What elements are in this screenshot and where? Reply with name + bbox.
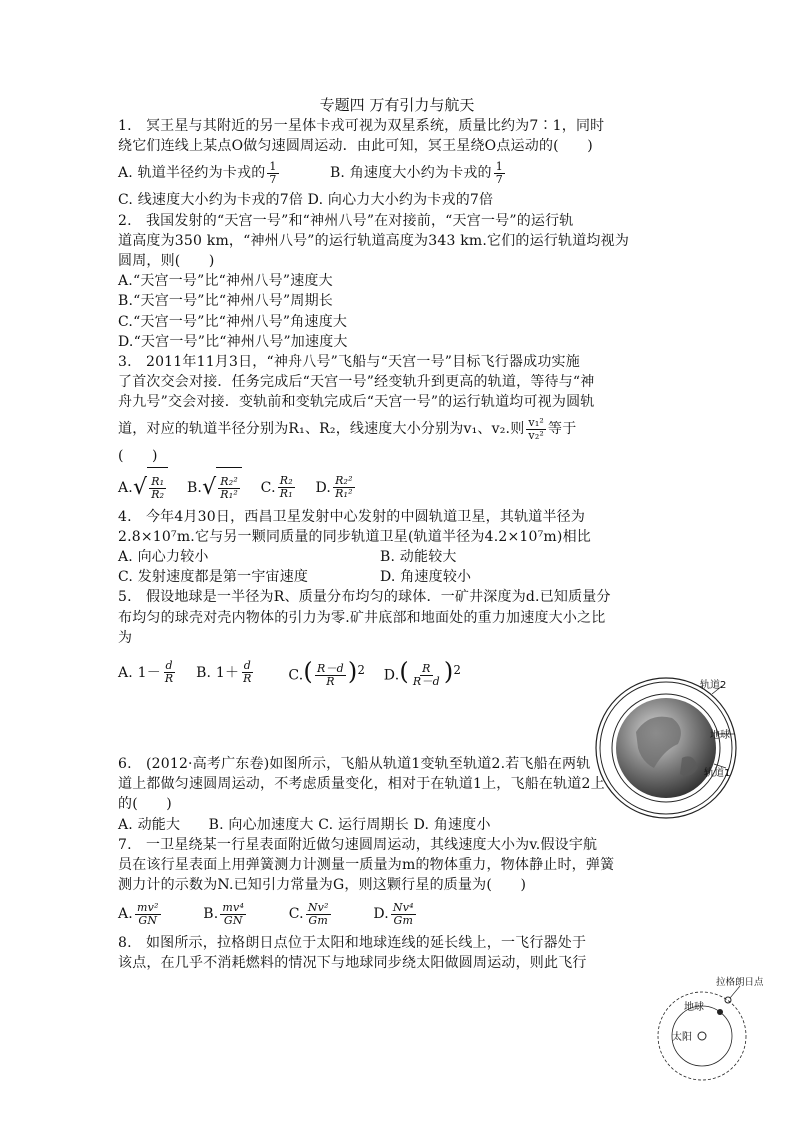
q8-line1: 8. 如图所示，拉格朗日点位于太阳和地球连线的延长线上，一飞行器处于 bbox=[118, 935, 587, 952]
q2-option-d: D.“天宫一号”比“神州八号”加速度大 bbox=[118, 333, 348, 350]
q2-option-a: A.“天宫一号”比“神州八号”速度大 bbox=[118, 273, 333, 290]
q6-line3: 的( ) bbox=[118, 796, 172, 813]
q5-line2: 布均匀的球壳对壳内物体的引力为零.矿井底部和地面处的重力加速度大小之比 bbox=[118, 609, 606, 626]
earth-label: 地球 bbox=[684, 1002, 704, 1013]
earth-label: 地球 bbox=[710, 730, 730, 741]
q5-option-d: D.( $\frac{R}{R-d}$ )$^2$ bbox=[383, 657, 462, 689]
q4-options-ab bbox=[118, 547, 678, 567]
q7-option-c: C. $\frac{\text{Nv²}}{Gm}$ bbox=[288, 900, 329, 927]
q6-line2: 道上都做匀速圆周运动，不考虑质量变化，相对于在轨道1上，飞船在轨道2上 bbox=[118, 776, 605, 793]
q7-options bbox=[118, 895, 678, 933]
q4-options-cd bbox=[118, 567, 678, 587]
orbit1-label: 轨道1 bbox=[704, 768, 731, 779]
q7-line1: 7. 一卫星绕某一行星表面附近做匀速圆周运动，其线速度大小为v.假设宇航 bbox=[118, 836, 598, 853]
q2-line1: 2. 我国发射的“天宫一号”和“神州八号”在对接前，“天宫一号”的运行轨 bbox=[118, 212, 574, 229]
page-title: 专题四 万有引力与航天 bbox=[319, 96, 475, 114]
q3-line2: 了首次交会对接．任务完成后“天宫一号”经变轨升到更高的轨道，等待与“神 bbox=[118, 374, 595, 391]
q7-option-d: D. $\frac{\text{Nv⁴}}{Gm}$ bbox=[373, 900, 414, 927]
q7-line2: 员在该行星表面上用弹簧测力计测量一质量为m的物体重力，物体静止时，弹簧 bbox=[118, 856, 615, 873]
orbit2-label: 轨道2 bbox=[700, 680, 727, 691]
question-list bbox=[118, 116, 678, 974]
q4-option-a: A. 向心力较小 bbox=[118, 549, 209, 565]
sun-label: 太阳 bbox=[672, 1032, 692, 1043]
q5-option-b: B. 1＋ $\frac{d}{R}$ bbox=[196, 659, 252, 686]
q7-line3: 测力计的示数为N.已知引力常量为G，则这颗行星的质量为( ) bbox=[118, 877, 527, 894]
q3-line5: ( ) bbox=[118, 448, 158, 465]
q4-option-d: D. 角速度较小 bbox=[380, 569, 472, 586]
q5-option-a: A. 1－ $\frac{d}{R}$ bbox=[118, 659, 174, 686]
sun-dot bbox=[698, 1032, 706, 1040]
q2-option-b: B.“天宫一号”比“神州八号”周期长 bbox=[118, 293, 333, 310]
orbit-figure bbox=[594, 672, 790, 822]
q2-line3: 圆周，则( ) bbox=[118, 252, 215, 269]
q4-line1: 4. 今年4月30日，西昌卫星发射中心发射的中圆轨道卫星，其轨道半径为 bbox=[118, 508, 586, 525]
q5-line3: 为 bbox=[118, 629, 133, 646]
q5-option-c: C.( $\frac{R-d}{R}$ )$^2$ bbox=[288, 657, 366, 689]
q3-line1: 3. 2011年11月3日，“神舟八号”飞船与“天宫一号”目标飞行器成功实施 bbox=[118, 353, 580, 370]
q6-options: A. 动能大 B. 向心加速度大 C. 运行周期长 D. 角速度小 bbox=[118, 816, 491, 833]
lagrange-figure bbox=[654, 968, 784, 1108]
q1-line2: 绕它们连线上某点O做匀速圆周运动．由此可知，冥王星绕O点运动的( ) bbox=[118, 138, 593, 155]
q1-option-b: B. 角速度大小约为卡戎的 $\frac{1}{7}$ bbox=[329, 159, 503, 186]
q4-option-b: B. 动能较大 bbox=[380, 549, 457, 565]
lagrange-label: 拉格朗日点 bbox=[716, 977, 764, 988]
q1-options-ab bbox=[118, 156, 678, 190]
q3-options bbox=[118, 467, 678, 507]
q3-line4: 道，对应的轨道半径分别为R₁、R₂，线速度大小分别为v₁、v₂.则 $\frac{\text{v₁²}}{\text{v₂²}}$ 等于 bbox=[118, 415, 577, 442]
q1-line1: 1. 冥王星与其附近的另一星体卡戎可视为双星系统，质量比约为7∶1，同时 bbox=[118, 118, 605, 134]
q5-line1: 5. 假设地球是一半径为R、质量分布均匀的球体．一矿井深度为d.已知质量分 bbox=[118, 589, 611, 606]
q4-line2: 2.8×10⁷m.它与另一颗同质量的同步轨道卫星(轨道半径为4.2×10⁷m)相比 bbox=[118, 528, 591, 545]
q7-option-b: B. $\frac{\text{mv⁴}}{GN}$ bbox=[203, 900, 245, 927]
q3-option-c: C. $\frac{\text{R₂}}{\text{R₁}}$ bbox=[260, 474, 293, 501]
q6-line1: 6. (2012·高考广东卷)如图所示，飞船从轨道1变轨至轨道2.若飞船在两轨 bbox=[118, 755, 591, 772]
q3-option-d: D. $\frac{\text{R₂²}}{\text{R₁²}}$ bbox=[315, 474, 353, 501]
q3-option-b: B. √ $\frac{\text{R₂²}}{\text{R₁²}}$ bbox=[187, 467, 242, 509]
q2-line2: 道高度为350 km，“神州八号”的运行轨道高度为343 km.它们的运行轨道均视为 bbox=[118, 232, 630, 249]
q3-line3: 舟九号”交会对接．变轨前和变轨完成后“天宫一号”的运行轨道均可视为圆轨 bbox=[118, 394, 595, 411]
q8-line2: 该点，在几乎不消耗燃料的情况下与地球同步绕太阳做圆周运动，则此飞行 bbox=[118, 955, 587, 972]
earth-dot bbox=[717, 1009, 723, 1015]
q4-option-c: C. 发射速度都是第一宇宙速度 bbox=[118, 569, 309, 586]
q2-option-c: C.“天宫一号”比“神州八号”角速度大 bbox=[118, 313, 348, 330]
q3-option-a: A. √ $\frac{\text{R₁}}{\text{R₂}}$ bbox=[118, 467, 168, 509]
q1-options-cd: C. 线速度大小约为卡戎的7倍 D. 向心力大小约为卡戎的7倍 bbox=[118, 192, 494, 209]
q7-option-a: A. $\frac{\text{mv²}}{GN}$ bbox=[118, 900, 159, 927]
q1-option-a: A. 轨道半径约为卡戎的 $\frac{1}{7}$ bbox=[118, 159, 277, 186]
orbit-diagram bbox=[594, 672, 790, 822]
